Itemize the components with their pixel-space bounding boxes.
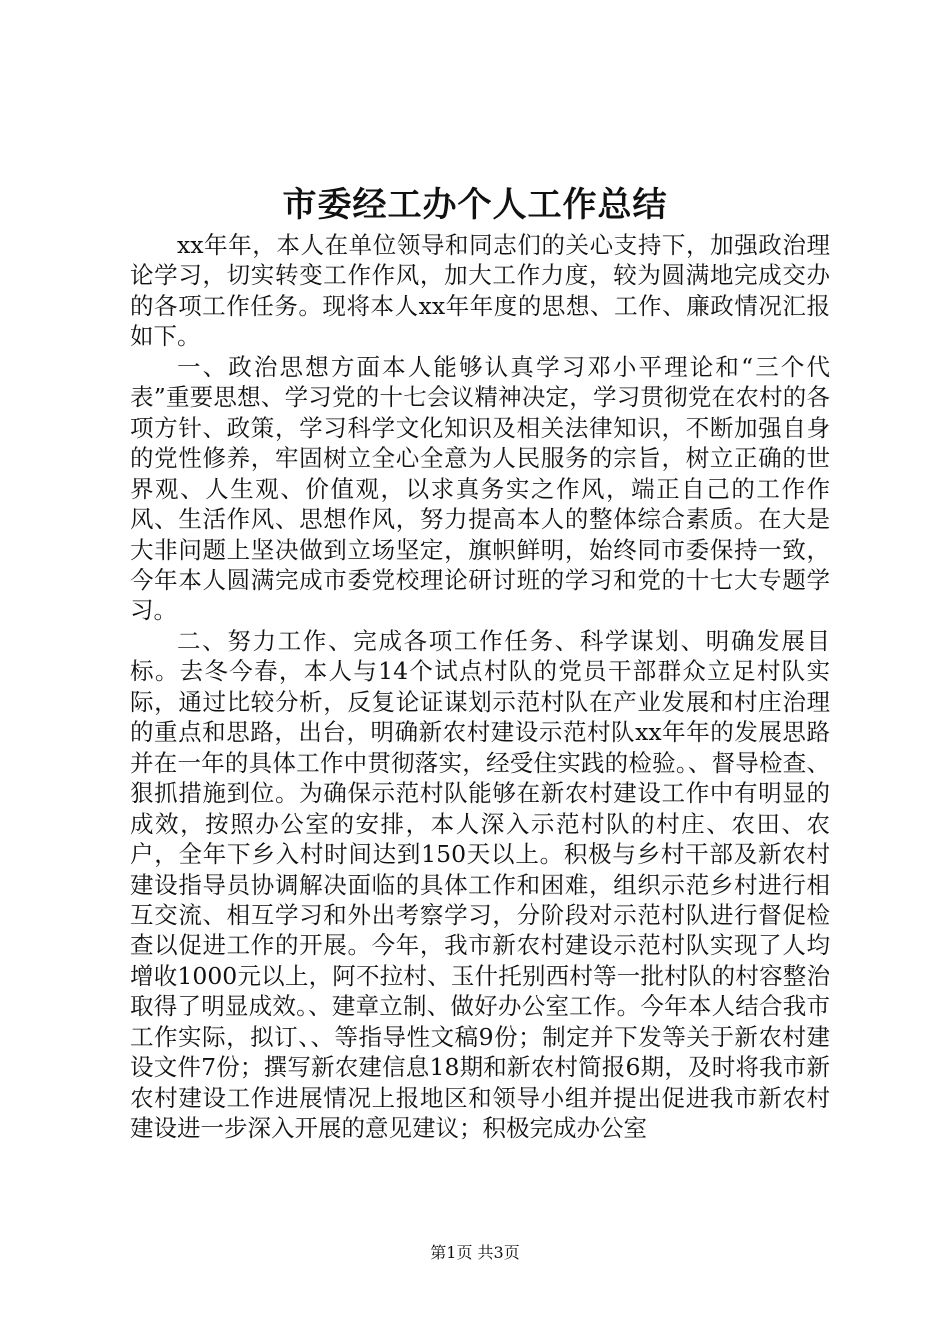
paragraph-political-thought: 一、政治思想方面本人能够认真学习邓小平理论和“三个代表”重要思想、学习党的十七会议精神决定，学习贯彻党在农村的各项方针、政策，学习科学文化知识及相关法律知识，不断加强自身的党性修养，牢固树立全心全意为人民服务的宗旨，树立正确的世界观、人生观、价值观，以求真务实之作风，端正自己的工作作风、生活作风、思想作风，努力提高本人的整体综合素质。在大是大非问题上坚决做到立场坚定，旗帜鲜明，始终同市委保持一致，今年本人圆满完成市委党校理论研讨班的学习和党的十七大专题学习。 bbox=[130, 352, 830, 625]
document-body bbox=[130, 230, 830, 1144]
document-title: 市委经工办个人工作总结 bbox=[282, 185, 668, 225]
page-number-footer: 第1页 共3页 bbox=[430, 1243, 520, 1262]
paragraph-work-tasks: 二、努力工作、完成各项工作任务、科学谋划、明确发展目标。去冬今春，本人与14个试点村队的党员干部群众立足村队实际，通过比较分析，反复论证谋划示范村队在产业发展和村庄治理的重点和思路，出台，明确新农村建设示范村队xx年年的发展思路并在一年的具体工作中贯彻落实，经受住实践的检验。、督导检查、狠抓措施到位。为确保示范村队能够在新农村建设工作中有明显的成效，按照办公室的安排，本人深入示范村队的村庄、农田、农户，全年下乡入村时间达到150天以上。积极与乡村干部及新农村建设指导员协调解决面临的具体工作和困难，组织示范乡村进行相互交流、相互学习和外出考察学习，分阶段对示范村队进行督促检查以促进工作的开展。今年，我市新农村建设示范村队实现了人均增收1000元以上，阿不拉村、玉什托别西村等一批村队的村容整治取得了明显成效。、建章立制、做好办公室工作。今年本人结合我市工作实际，拟订、、等指导性文稿9份；制定并下发等关于新农村建设文件7份；撰写新农建信息18期和新农村简报6期，及时将我市新农村建设工作进展情况上报地区和领导小组并提出促进我市新农村建设进一步深入开展的意见建议；积极完成办公室 bbox=[130, 626, 830, 1143]
paragraph-intro: xx年年，本人在单位领导和同志们的关心支持下，加强政治理论学习，切实转变工作作风，加大工作力度，较为圆满地完成交办的各项工作任务。现将本人xx年年度的思想、工作、廉政情况汇报如下。 bbox=[130, 231, 830, 351]
